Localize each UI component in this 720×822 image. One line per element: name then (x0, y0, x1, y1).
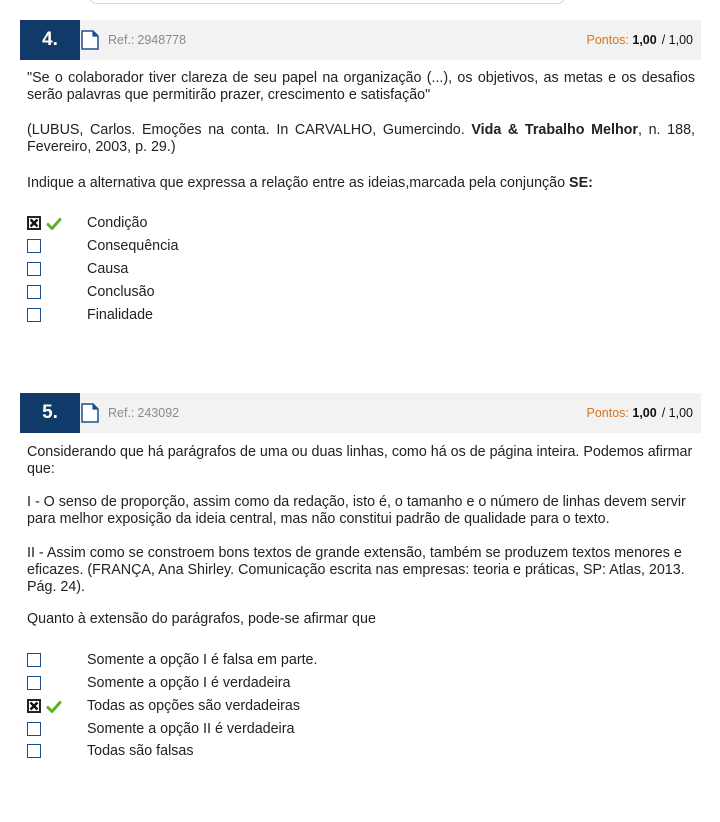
points-score: Pontos: 1,00 / 1,00 (586, 406, 693, 420)
option-label: Todas as opções são verdadeiras (87, 698, 300, 714)
option-label: Conclusão (87, 284, 155, 300)
checkbox[interactable] (27, 722, 41, 736)
option-label: Somente a opção I é verdadeira (87, 675, 291, 691)
answer-option[interactable] (27, 697, 427, 717)
reference-code: Ref.: 243092 (108, 406, 180, 420)
statement-i: I - O senso de proporção, assim como da redação, isto é, o tamanho e o número de linhas devem servir para melhor exposição da ideia central, mas não constitui padrão de qualidade para o texto. (27, 494, 686, 527)
checkbox[interactable] (27, 653, 41, 667)
check-mark-icon (46, 699, 62, 715)
document-icon (81, 403, 99, 423)
option-label: Condição (87, 215, 148, 231)
reference-code: Ref.: 2948778 (108, 33, 187, 47)
top-card-fragment (88, 0, 566, 4)
checkbox[interactable] (27, 676, 41, 690)
answer-option[interactable] (27, 651, 427, 671)
statement-ii: II - Assim como se constroem bons textos de grande extensão, também se produzem textos menores e eficazes. (FRANÇA, Ana Shirley. Comunicação escrita nas empresas: teoria e práticas, SP: Atlas, 2013. Pág. 24). (27, 545, 685, 595)
question-5-header (20, 393, 701, 433)
document-icon (81, 30, 99, 50)
answer-option[interactable] (27, 720, 427, 740)
checkbox[interactable] (27, 308, 41, 322)
question-quote: "Se o colaborador tiver clareza de seu papel na organização (...), os objetivos, as metas e os desafios serão palavras que permitirão prazer, crescimento e satisfação" (27, 70, 695, 103)
points-score: Pontos: 1,00 / 1,00 (586, 33, 693, 47)
question-number: 4. (20, 20, 80, 60)
option-label: Somente a opção I é falsa em parte. (87, 652, 318, 668)
answer-option[interactable] (27, 214, 427, 234)
question-prompt: Indique a alternativa que expressa a relação entre as ideias,marcada pela conjunção SE: (27, 175, 593, 191)
option-label: Somente a opção II é verdadeira (87, 721, 295, 737)
question-prompt: Quanto à extensão do parágrafos, pode-se afirmar que (27, 611, 376, 627)
x-checkbox-icon[interactable] (27, 216, 41, 230)
checkbox[interactable] (27, 744, 41, 758)
answer-option[interactable] (27, 283, 427, 303)
checkbox[interactable] (27, 239, 41, 253)
checkbox[interactable] (27, 285, 41, 299)
option-label: Causa (87, 261, 129, 277)
check-mark-icon (46, 216, 62, 232)
answer-option[interactable] (27, 306, 427, 326)
x-checkbox-icon[interactable] (27, 699, 41, 713)
option-label: Consequência (87, 238, 179, 254)
answer-option[interactable] (27, 260, 427, 280)
answer-option[interactable] (27, 237, 427, 257)
answer-option[interactable] (27, 742, 427, 762)
answer-option[interactable] (27, 674, 427, 694)
question-number: 5. (20, 393, 80, 433)
question-intro: Considerando que há parágrafos de uma ou duas linhas, como há os de página inteira. Podemos afirmar que: (27, 444, 693, 477)
option-label: Todas são falsas (87, 743, 194, 759)
checkbox[interactable] (27, 262, 41, 276)
option-label: Finalidade (87, 307, 153, 323)
question-citation: (LUBUS, Carlos. Emoções na conta. In CARVALHO, Gumercindo. Vida & Trabalho Melhor, n. 188, Fevereiro, 2003, p. 29.) (27, 122, 695, 155)
question-4-header (20, 20, 701, 60)
